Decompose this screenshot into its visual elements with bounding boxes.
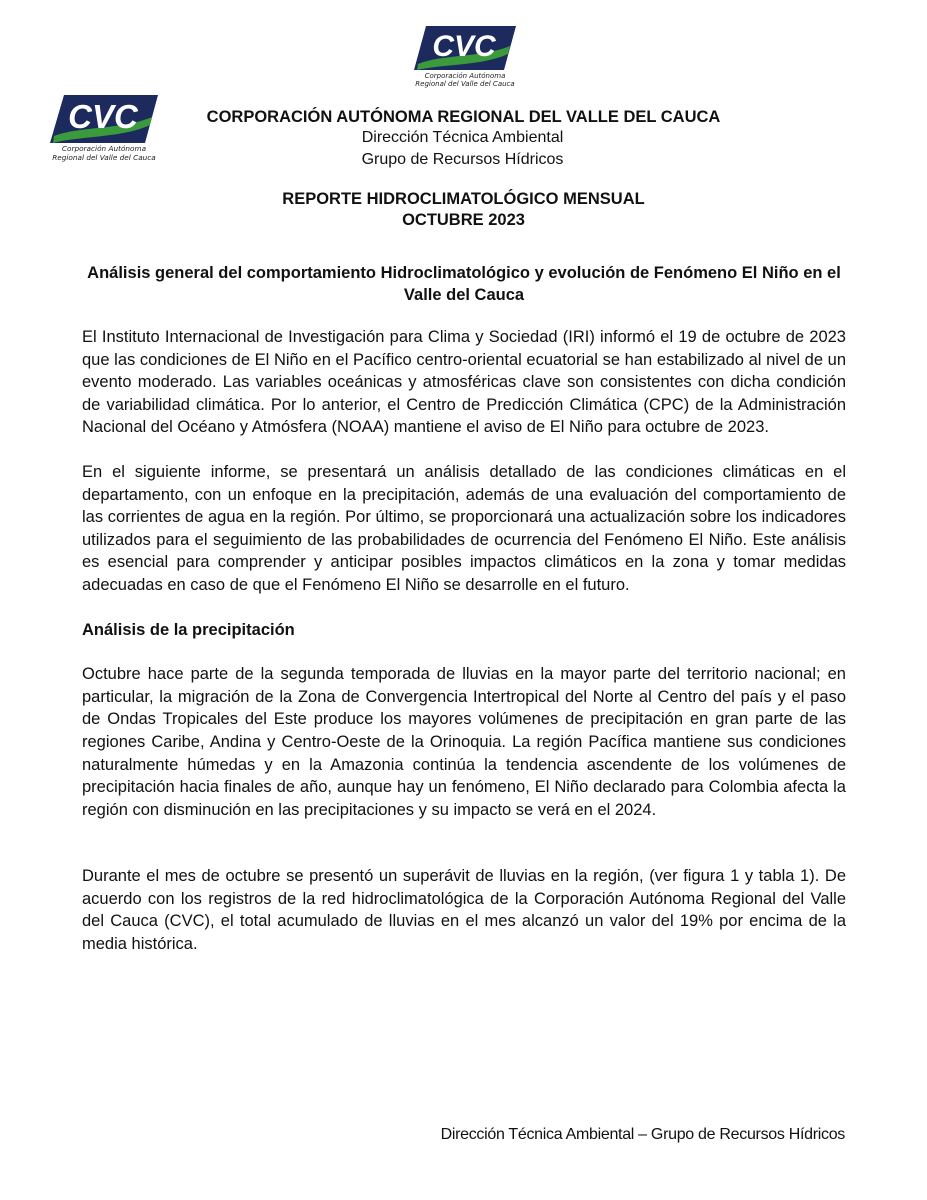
logo-text: CVC	[68, 98, 138, 135]
page-footer: Dirección Técnica Ambiental – Grupo de Recursos Hídricos	[440, 1126, 845, 1143]
paragraph-precipitation: Octubre hace parte de la segunda temporada de lluvias en la mayor parte del territorio nacional; en particular, la migración de la Zona de Convergencia Intertropical del Norte al Centro del país y el paso de Ondas Tropicales del Este produce los mayores volúmenes de precipitación en gran parte de las regiones Caribe, Andina y Centro-Oeste de la Orinoquia. La región Pacífica mantiene sus condiciones naturalmente húmedas y en la Amazonia continúa la tendencia ascendente de los volúmenes de precipitación hacia finales de año, aunque hay un fenómeno, El Niño declarado para Colombia afecta la región con disminución en las precipitaciones y su impacto se verá en el 2024.	[82, 665, 846, 819]
report-title: REPORTE HIDROCLIMATOLÓGICO MENSUAL	[282, 190, 645, 208]
logo-caption-line1: Corporación Autónoma	[61, 144, 147, 153]
cvc-logo-left	[48, 93, 160, 162]
cvc-logo-mark	[412, 24, 518, 72]
section-heading-precipitation: Análisis de la precipitación	[82, 620, 295, 639]
logo-caption-line1: Corporación Autónoma	[424, 72, 506, 80]
logo-caption-line2: Regional del Valle del Cauca	[415, 80, 515, 88]
main-heading: Análisis general del comportamiento Hidroclimatológico y evolución de Fenómeno El Niño en el Valle del Cauca	[87, 264, 841, 304]
report-month: OCTUBRE 2023	[402, 211, 525, 229]
cvc-logo-mark	[48, 93, 160, 145]
paragraph-october-summary: Durante el mes de octubre se presentó un superávit de lluvias en la región, (ver figura 1 y tabla 1). De acuerdo con los registros de la red hidroclimatológica de la Corporación Autónoma Regional del Valle del Cauca (CVC), el total acumulado de lluvias en el mes alcanzó un valor del 19% por encima de la media histórica.	[82, 867, 846, 954]
group-name: Grupo de Recursos Hídricos	[361, 151, 564, 168]
logo-caption-line2: Regional del Valle del Cauca	[52, 152, 156, 162]
cvc-logo-top	[412, 24, 518, 88]
logo-text: CVC	[432, 30, 496, 63]
paragraph-report-scope: En el siguiente informe, se presentará un análisis detallado de las condiciones climáticas en el departamento, con un enfoque en la precipitación, además de una evaluación del comportamiento de las corrientes de agua en la región. Por último, se proporcionará una actualización sobre los indicadores utilizados para el seguimiento de las probabilidades de ocurrencia del Fenómeno El Niño. Este análisis es esencial para comprender y anticipar posibles impactos climáticos en la zona y tomar medidas adecuadas en caso de que el Fenómeno El Niño se desarrolle en el futuro.	[82, 462, 846, 594]
direction-name: Dirección Técnica Ambiental	[361, 129, 564, 146]
document-body	[82, 262, 846, 956]
paragraph-intro: El Instituto Internacional de Investigación para Clima y Sociedad (IRI) informó el 19 de octubre de 2023 que las condiciones de El Niño en el Pacífico centro-oriental ecuatorial se han estabilizado al nivel de un evento moderado. Las variables oceánicas y atmosféricas clave son consistentes con dicha condición de variabilidad climática. Por lo anterior, el Centro de Predicción Climática (CPC) de la Administración Nacional del Océano y Atmósfera (NOAA) mantiene el aviso de El Niño para octubre de 2023.	[82, 328, 846, 437]
organization-name: CORPORACIÓN AUTÓNOMA REGIONAL DEL VALLE DEL CAUCA	[206, 108, 721, 126]
